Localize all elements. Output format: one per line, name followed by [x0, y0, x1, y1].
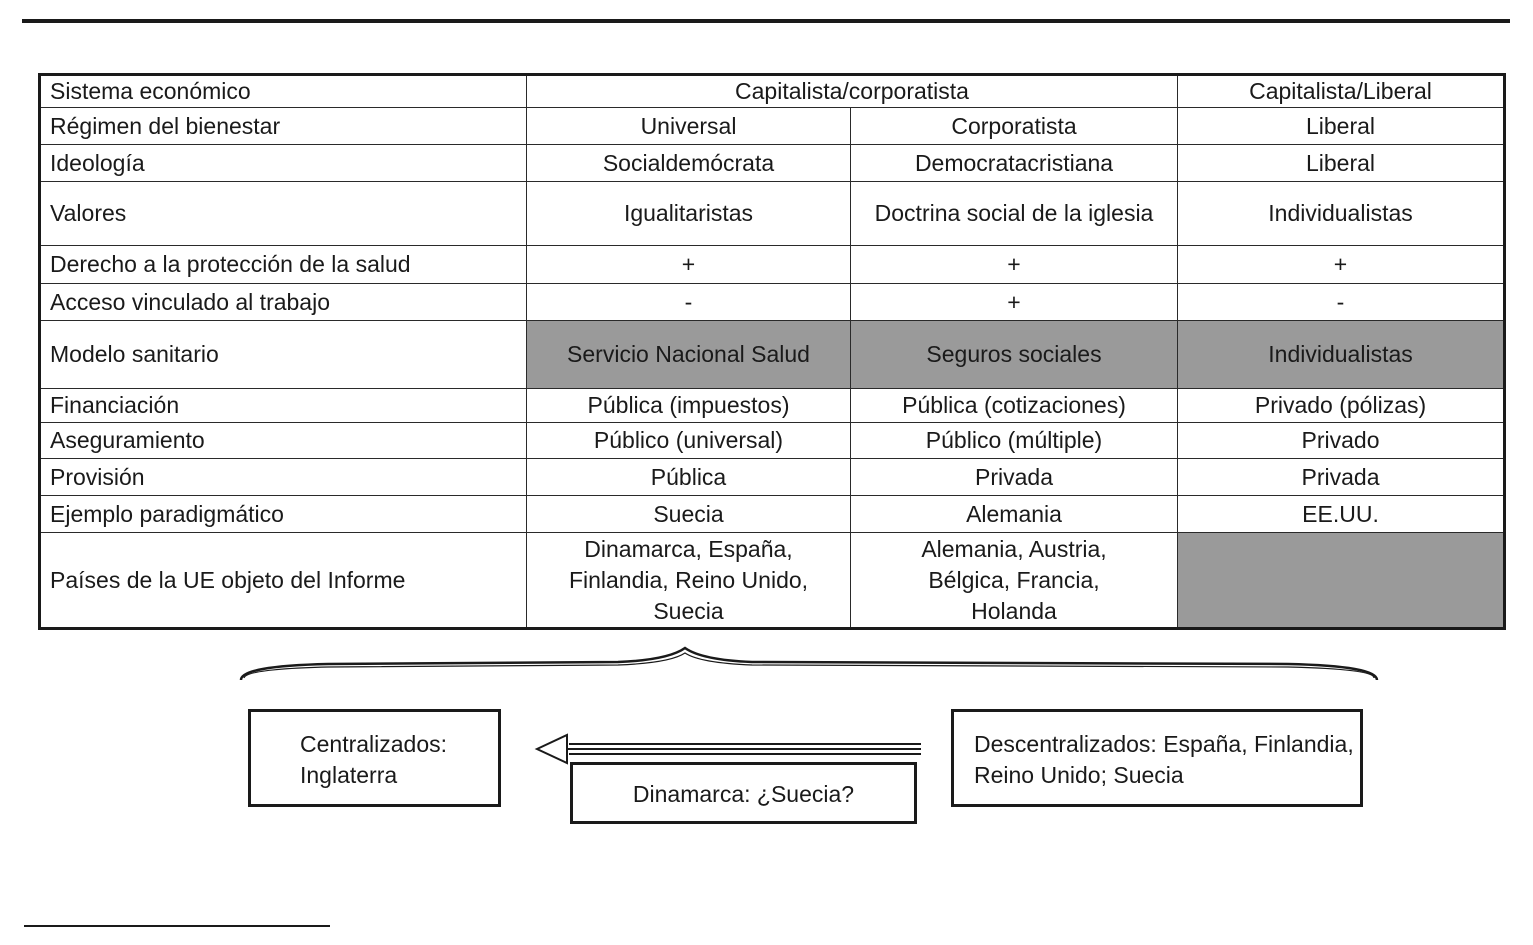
table-row-header	[40, 75, 1505, 108]
health-systems-table	[38, 73, 1506, 630]
cell: Alemania	[851, 496, 1178, 533]
footnote-rule	[24, 925, 330, 927]
arrow-left-icon	[533, 733, 925, 765]
cell: Doctrina social de la iglesia	[851, 182, 1178, 246]
table-row	[40, 459, 1505, 496]
cell: Dinamarca, España, Finlandia, Reino Unido, Suecia	[527, 533, 851, 629]
cell: +	[1178, 246, 1505, 284]
table-row	[40, 533, 1505, 629]
top-rule	[22, 19, 1510, 23]
row-label: Provisión	[40, 459, 527, 496]
row-label: Ideología	[40, 145, 527, 182]
cell: Igualitaristas	[527, 182, 851, 246]
cell: Público (universal)	[527, 423, 851, 459]
table-row	[40, 284, 1505, 321]
cell: Privada	[1178, 459, 1505, 496]
cell: +	[851, 284, 1178, 321]
row-label: Ejemplo paradigmático	[40, 496, 527, 533]
row-label: Derecho a la protección de la salud	[40, 246, 527, 284]
cell: Liberal	[1178, 145, 1505, 182]
cell: Pública (impuestos)	[527, 389, 851, 423]
row-label: Valores	[40, 182, 527, 246]
row-label: Acceso vinculado al trabajo	[40, 284, 527, 321]
cell: Público (múltiple)	[851, 423, 1178, 459]
header-capitalista-liberal: Capitalista/Liberal	[1178, 75, 1505, 108]
decentralized-box	[951, 709, 1363, 807]
cell: Universal	[527, 108, 851, 145]
centralized-box	[248, 709, 501, 807]
table-row	[40, 145, 1505, 182]
row-label: Modelo sanitario	[40, 321, 527, 389]
cell: EE.UU.	[1178, 496, 1505, 533]
cell: Socialdemócrata	[527, 145, 851, 182]
cell: Pública (cotizaciones)	[851, 389, 1178, 423]
cell: Privado (pólizas)	[1178, 389, 1505, 423]
decentralized-title: Descentralizados: España, Finlandia,	[974, 731, 1354, 757]
transition-box	[570, 762, 917, 824]
curly-brace	[238, 640, 1383, 686]
cell: Alemania, Austria, Bélgica, Francia, Holanda	[851, 533, 1178, 629]
table-row	[40, 321, 1505, 389]
table-row	[40, 246, 1505, 284]
cell-empty	[1178, 533, 1505, 629]
cell: Suecia	[527, 496, 851, 533]
row-label: Aseguramiento	[40, 423, 527, 459]
cell: +	[851, 246, 1178, 284]
cell: Democratacristiana	[851, 145, 1178, 182]
header-capitalista-corporatista: Capitalista/corporatista	[527, 75, 1178, 108]
centralized-example: Inglaterra	[300, 762, 398, 788]
cell: -	[1178, 284, 1505, 321]
cell: Servicio Nacional Salud	[527, 321, 851, 389]
table-row	[40, 389, 1505, 423]
row-label: Financiación	[40, 389, 527, 423]
cell: -	[527, 284, 851, 321]
table-row	[40, 423, 1505, 459]
row-label: Países de la UE objeto del Informe	[40, 533, 527, 629]
table-row	[40, 182, 1505, 246]
cell: Corporatista	[851, 108, 1178, 145]
cell: +	[527, 246, 851, 284]
cell: Individualistas	[1178, 182, 1505, 246]
cell: Privada	[851, 459, 1178, 496]
cell: Individualistas	[1178, 321, 1505, 389]
table-row	[40, 108, 1505, 145]
cell: Pública	[527, 459, 851, 496]
centralized-title: Centralizados:	[300, 731, 448, 757]
cell: Privado	[1178, 423, 1505, 459]
row-label: Sistema económico	[40, 75, 527, 108]
table-row	[40, 496, 1505, 533]
transition-label: Dinamarca: ¿Suecia?	[632, 781, 855, 807]
cell: Liberal	[1178, 108, 1505, 145]
row-label: Régimen del bienestar	[40, 108, 527, 145]
cell: Seguros sociales	[851, 321, 1178, 389]
decentralized-examples: Reino Unido; Suecia	[974, 762, 1184, 788]
